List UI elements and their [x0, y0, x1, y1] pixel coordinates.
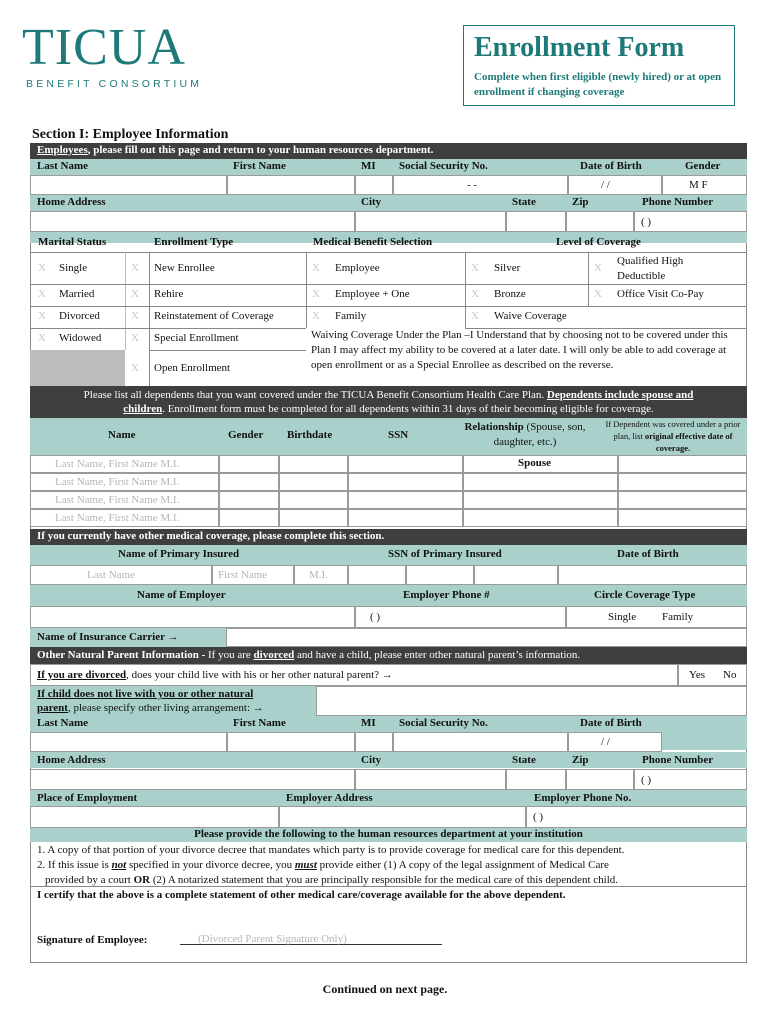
- signature-label: Signature of Employee:: [37, 934, 148, 946]
- spouse-label: Spouse: [518, 457, 552, 469]
- ticua-logo: [22, 19, 232, 97]
- np-city-label: City: [361, 754, 382, 766]
- dependents-children: children: [123, 403, 163, 415]
- waive-note: Waiving Coverage Under the Plan –I Understand that by choosing not to be covered under this Plan I may affect my ability to be covered at a later date. I will only be able to add coverage at open enrollment or as a Special Enrollee as described on the reverse.: [311, 329, 728, 371]
- answer-no[interactable]: No: [723, 669, 737, 681]
- grid-divider: [30, 306, 747, 307]
- dob-slashes: / /: [601, 179, 610, 191]
- enroll-rehire: Rehire: [154, 288, 184, 300]
- answer-yes[interactable]: Yes: [689, 669, 706, 681]
- continued-note: Continued on next page.: [322, 982, 448, 996]
- checkbox-waive[interactable]: X: [471, 310, 479, 322]
- state-label: State: [512, 196, 536, 208]
- provide-item-2: 2. If this issue is not specified in your divorce decree, you must provide either (1) A copy of the legal assignment of Medical Care: [37, 859, 609, 871]
- checkbox-qhd[interactable]: X: [594, 262, 602, 274]
- grid-divider: [30, 284, 747, 285]
- dep-row-4-relationship[interactable]: [463, 509, 618, 527]
- grid-divider: [588, 252, 589, 306]
- employer-phone-label: Employer Phone #: [403, 589, 490, 601]
- ssn-label: Social Security No.: [399, 160, 488, 172]
- checkbox-widowed[interactable]: X: [38, 332, 46, 344]
- checkbox-bronze[interactable]: X: [471, 288, 479, 300]
- zip-field[interactable]: [566, 211, 634, 232]
- dep-row-3-gender[interactable]: [219, 491, 279, 509]
- place-employment-label: Place of Employment: [37, 792, 138, 804]
- logo-wordmark: TICUA: [22, 19, 186, 76]
- np-last-name-field[interactable]: [30, 732, 227, 752]
- medical-benefit-label: Medical Benefit Selection: [313, 236, 433, 248]
- np-zip-label: Zip: [572, 754, 589, 766]
- dep-ssn-header: SSN: [388, 429, 409, 441]
- level-bronze: Bronze: [494, 288, 526, 300]
- living-arrangement-field[interactable]: [316, 686, 747, 716]
- home-address-label: Home Address: [37, 196, 106, 208]
- dep-row-2-ssn[interactable]: [348, 473, 463, 491]
- natural-parent-title: Other Natural Parent Information -: [37, 649, 208, 661]
- dep-row-4-gender[interactable]: [219, 509, 279, 527]
- primary-insured-label: Name of Primary Insured: [118, 548, 240, 560]
- np-mi-field[interactable]: [355, 732, 393, 752]
- employer-address-field[interactable]: [279, 806, 526, 828]
- phone-field[interactable]: [634, 211, 747, 232]
- dep-row-1-birthdate[interactable]: [279, 455, 348, 473]
- np-phone-label: Phone Number: [642, 754, 714, 766]
- medical-employee: Employee: [335, 262, 380, 274]
- np-employment-header: [30, 790, 747, 806]
- provide-heading: Please provide the following to the human resources department at your institution: [194, 828, 583, 840]
- checkbox-reinstatement[interactable]: X: [131, 310, 139, 322]
- coverage-type-field[interactable]: [566, 606, 747, 628]
- title-box: [463, 25, 735, 106]
- dep-row-2-gender[interactable]: [219, 473, 279, 491]
- marital-widowed: Widowed: [59, 332, 102, 344]
- provide-item-1: 1. A copy of that portion of your divorce decree that mandates which party is to provide coverage for medical care for this dependent.: [37, 844, 625, 856]
- coverage-single[interactable]: Single: [608, 611, 637, 623]
- np-mi-label: MI: [361, 717, 376, 729]
- dep-prior-header: If Dependent was covered under a prior plan, list original effective date of coverage.: [605, 419, 741, 453]
- np-home-address-field[interactable]: [30, 769, 355, 790]
- primary-mi-field[interactable]: M.I.: [294, 565, 348, 585]
- level-qhd: Qualified High Deductible: [617, 255, 684, 282]
- dep-row-3-ssn[interactable]: [348, 491, 463, 509]
- state-field[interactable]: [506, 211, 566, 232]
- enrollment-type-label: Enrollment Type: [154, 236, 234, 248]
- other-coverage-bar: [30, 529, 747, 545]
- dependents-include: Dependents include spouse and: [546, 389, 694, 401]
- gender-options: M F: [689, 179, 708, 191]
- primary-first-name-field[interactable]: First Name: [212, 565, 294, 585]
- np-dob-label: Date of Birth: [580, 717, 642, 729]
- city-field[interactable]: [355, 211, 506, 232]
- form-subtitle: Complete when first eligible (newly hired) or at open enrollment if changing coverage: [474, 71, 722, 98]
- ssn-dashes: - -: [467, 179, 478, 191]
- zip-label: Zip: [572, 196, 589, 208]
- marital-status-label: Marital Status: [38, 236, 107, 248]
- dep-row-1-gender[interactable]: [219, 455, 279, 473]
- np-ssn-label: Social Security No.: [399, 717, 488, 729]
- provide-item-2-cont: provided by a court OR (2) A notarized statement that you are principally responsible for the medical care of this dependent child.: [45, 874, 619, 886]
- gender-label: Gender: [685, 160, 721, 172]
- logo-subtitle: BENEFIT CONSORTIUM: [26, 78, 203, 90]
- coverage-family[interactable]: Family: [662, 611, 694, 623]
- dep-row-3-relationship[interactable]: [463, 491, 618, 509]
- checkbox-rehire[interactable]: X: [131, 288, 139, 300]
- np-phone-field[interactable]: ( ): [634, 769, 747, 790]
- np-last-name-label: Last Name: [37, 717, 89, 729]
- enroll-new: New Enrollee: [154, 262, 215, 274]
- grid-divider: [306, 252, 307, 328]
- level-of-coverage-label: Level of Coverage: [556, 236, 641, 248]
- employer-phone-field[interactable]: ( ): [355, 606, 566, 628]
- dep-row-2-name[interactable]: Last Name, First Name M.I.: [30, 473, 219, 491]
- np-city-field[interactable]: [355, 769, 506, 790]
- np-address-header: [30, 752, 747, 768]
- dep-row-3-birthdate[interactable]: [279, 491, 348, 509]
- section-heading: Section I: Employee Information: [32, 127, 229, 142]
- dob-label: Date of Birth: [580, 160, 642, 172]
- np-state-label: State: [512, 754, 536, 766]
- phone-label: Phone Number: [642, 196, 714, 208]
- enroll-open: Open Enrollment: [154, 362, 231, 374]
- dep-row-2-prior[interactable]: [618, 473, 747, 491]
- np-first-name-label: First Name: [233, 717, 286, 729]
- carrier-field[interactable]: [226, 628, 747, 647]
- dependents-bar: [30, 386, 747, 418]
- checkbox-married[interactable]: X: [38, 288, 46, 300]
- checkbox-silver[interactable]: X: [471, 262, 479, 274]
- city-label: City: [361, 196, 382, 208]
- ssn-field[interactable]: [393, 175, 568, 195]
- natural-parent-bar: Other Natural Parent Information - If you are divorced and have a child, please enter other natural parent’s information.: [30, 647, 747, 664]
- np-first-name-field[interactable]: [227, 732, 355, 752]
- dep-row-4-ssn[interactable]: [348, 509, 463, 527]
- checkbox-special-enrollment[interactable]: X: [131, 332, 139, 344]
- np-dob-field[interactable]: / /: [568, 732, 662, 752]
- signature-placeholder: (Divorced Parent Signature Only): [198, 933, 347, 945]
- dep-row-1-name[interactable]: Last Name, First Name M.I.: [30, 455, 219, 473]
- np-home-address-label: Home Address: [37, 754, 106, 766]
- primary-last-name-field[interactable]: Last Name: [30, 565, 212, 585]
- checkbox-office-visit[interactable]: X: [594, 288, 602, 300]
- dep-row-4-name[interactable]: Last Name, First Name M.I.: [30, 509, 219, 527]
- certify-text: I certify that the above is a complete statement of other medical care/coverage available for the above dependent.: [37, 889, 566, 901]
- last-name-field[interactable]: [30, 175, 227, 195]
- mi-label: MI: [361, 160, 376, 172]
- medical-family: Family: [335, 310, 367, 322]
- grid-divider: [125, 252, 126, 350]
- dep-row-3-name[interactable]: Last Name, First Name M.I.: [30, 491, 219, 509]
- dep-row-4-prior[interactable]: [618, 509, 747, 527]
- circle-coverage-label: Circle Coverage Type: [594, 589, 696, 601]
- mi-field[interactable]: [355, 175, 393, 195]
- enroll-special: Special Enrollment: [154, 332, 239, 344]
- home-address-field[interactable]: [30, 211, 355, 232]
- checkbox-single[interactable]: X: [38, 262, 46, 274]
- certify-divider: [30, 886, 747, 887]
- checkbox-open-enrollment[interactable]: X: [131, 362, 139, 374]
- lives-with-question: If you are divorced, does your child live with his or her other natural parent? →: [30, 664, 678, 686]
- living-arrangement-label: If child does not live with you or other natural parent, please specify other living arrangement: →: [37, 688, 264, 714]
- level-waive: Waive Coverage: [494, 310, 567, 322]
- provide-list: [37, 843, 624, 888]
- ssn-primary-label: SSN of Primary Insured: [388, 548, 502, 560]
- dep-row-1-ssn[interactable]: [348, 455, 463, 473]
- grid-divider: [149, 350, 306, 351]
- dep-relationship-header: Relationship (Spouse, son, daughter, etc.): [464, 421, 586, 448]
- primary-ssn-3[interactable]: [474, 565, 558, 585]
- lives-with-answer[interactable]: [678, 664, 747, 686]
- dep-row-3-prior[interactable]: [618, 491, 747, 509]
- dependents-deadline: . Enrollment form must be completed for all dependents within 31 days of their becoming eligible for coverage.: [162, 403, 654, 415]
- phone-parens: ( ): [641, 216, 652, 228]
- other-coverage-text: If you currently have other medical coverage, please complete this section.: [37, 530, 385, 542]
- enroll-reinstatement: Reinstatement of Coverage: [154, 310, 274, 322]
- marital-single: Single: [59, 262, 88, 274]
- primary-dob-field[interactable]: [558, 565, 747, 585]
- last-name-label: Last Name: [37, 160, 89, 172]
- employer-label: Name of Employer: [137, 589, 226, 601]
- checkbox-employee-plus-one[interactable]: X: [312, 288, 320, 300]
- np-employer-phone-field[interactable]: ( ): [526, 806, 747, 828]
- primary-ssn-2[interactable]: [406, 565, 474, 585]
- dependents-rows: [30, 455, 747, 527]
- form-title: Enrollment Form: [474, 32, 685, 63]
- np-state-field[interactable]: [506, 769, 566, 790]
- employees-label: Employees: [37, 144, 88, 156]
- carrier-label: Name of Insurance Carrier →: [37, 631, 179, 643]
- np-zip-field[interactable]: [566, 769, 634, 790]
- dependents-intro: Please list all dependents that you want covered under the TICUA Benefit Consortium Health Care Plan.: [83, 389, 547, 401]
- gender-field[interactable]: [662, 175, 747, 195]
- first-name-field[interactable]: [227, 175, 355, 195]
- dep-row-1-relationship[interactable]: [463, 455, 618, 473]
- dep-row-2-relationship[interactable]: [463, 473, 618, 491]
- primary-dob-label: Date of Birth: [617, 548, 679, 560]
- place-employment-field[interactable]: [30, 806, 279, 828]
- employer-name-field[interactable]: [30, 606, 355, 628]
- level-office-visit: Office Visit Co-Pay: [617, 288, 704, 300]
- checkbox-employee[interactable]: X: [312, 262, 320, 274]
- employer-address-label: Employer Address: [286, 792, 373, 804]
- dep-row-1-prior[interactable]: [618, 455, 747, 473]
- marital-divorced: Divorced: [59, 310, 100, 322]
- marital-married: Married: [59, 288, 95, 300]
- medical-employee-plus-one: Employee + One: [335, 288, 410, 300]
- np-employer-phone-label: Employer Phone No.: [534, 792, 632, 804]
- dob-field[interactable]: [568, 175, 662, 195]
- grid-divider: [30, 328, 306, 329]
- dep-row-2-birthdate[interactable]: [279, 473, 348, 491]
- grid-divider: [149, 252, 150, 386]
- np-ssn-field[interactable]: [393, 732, 568, 752]
- first-name-label: First Name: [233, 160, 286, 172]
- checkbox-divorced[interactable]: X: [38, 310, 46, 322]
- dep-gender-header: Gender: [228, 429, 264, 441]
- dep-birthdate-header: Birthdate: [287, 429, 333, 441]
- primary-ssn-1[interactable]: [348, 565, 406, 585]
- employees-instruction: , please fill out this page and return to your human resources department.: [87, 144, 434, 156]
- checkbox-new-enrollee[interactable]: X: [131, 262, 139, 274]
- checkbox-family[interactable]: X: [312, 310, 320, 322]
- level-silver: Silver: [494, 262, 521, 274]
- grid-divider: [465, 252, 466, 328]
- dep-row-4-birthdate[interactable]: [279, 509, 348, 527]
- employee-instruction-bar: [30, 143, 747, 159]
- dep-name-header: Name: [108, 429, 136, 441]
